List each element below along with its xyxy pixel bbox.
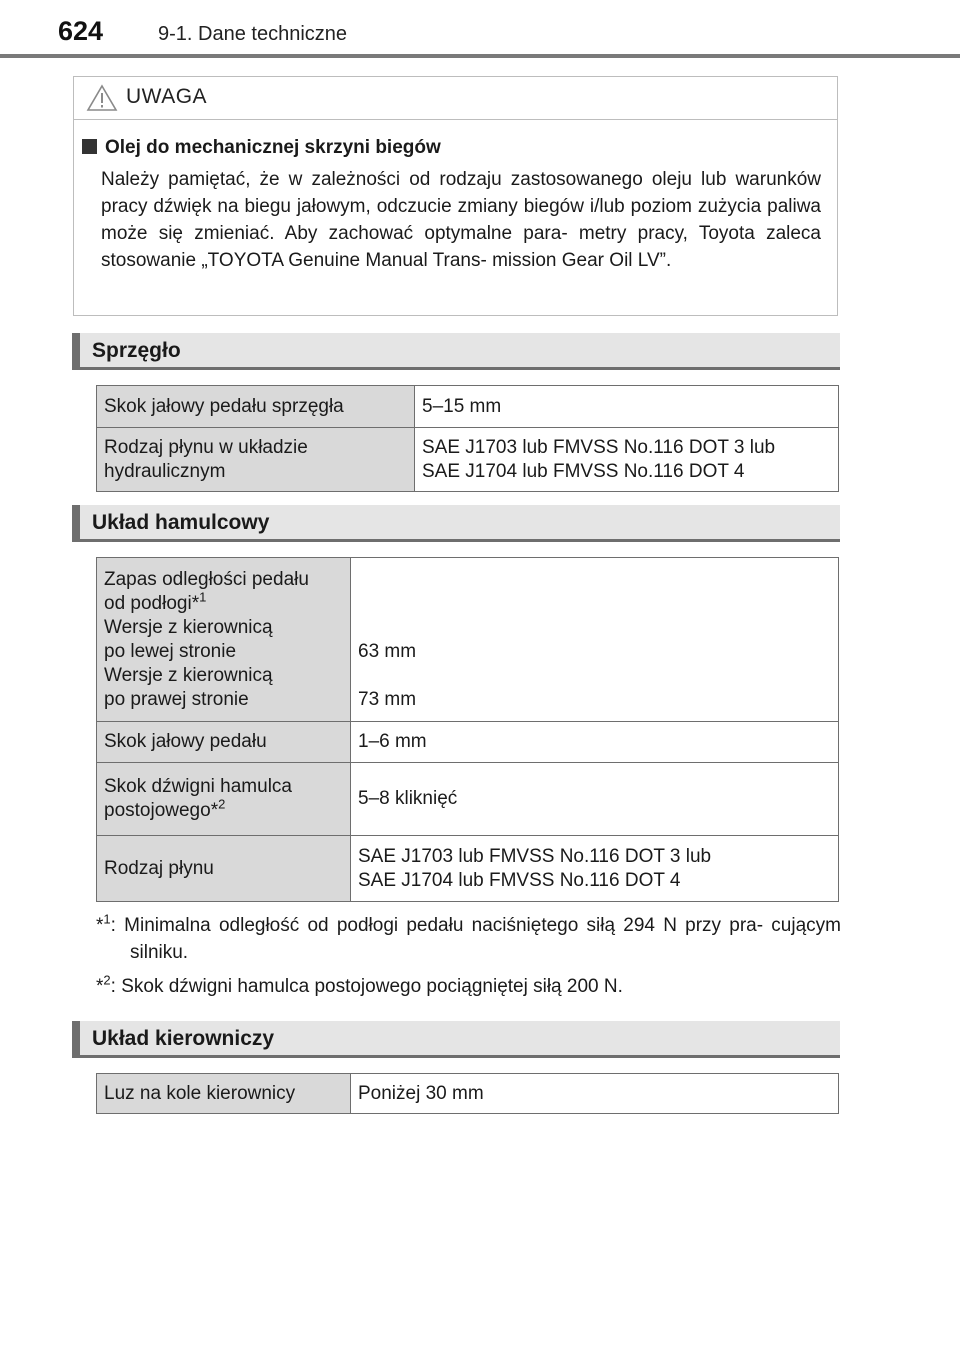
spec-value-line: SAE J1703 lub FMVSS No.116 DOT 3 lub <box>422 436 776 458</box>
footnote-1 <box>96 912 841 966</box>
section-brakes <box>72 505 840 542</box>
table-row <box>97 763 839 836</box>
spec-value-line: SAE J1704 lub FMVSS No.116 DOT 4 <box>422 460 745 482</box>
footnote-number: 1 <box>103 911 111 927</box>
spec-value-line: SAE J1703 lub FMVSS No.116 DOT 3 lub <box>358 845 712 867</box>
section-title: Sprzęgło <box>92 339 181 362</box>
spec-value <box>415 428 839 492</box>
footnote-mark: * <box>96 915 104 936</box>
spec-value-lhd: 63 mm <box>358 641 417 662</box>
table-row <box>97 386 839 428</box>
spec-label-line: Wersje z kierownicą <box>104 617 273 638</box>
spec-label: Luz na kole kierownicy <box>97 1074 351 1114</box>
spec-label-line: hydraulicznym <box>104 460 226 482</box>
spec-value-rhd: 73 mm <box>358 689 417 710</box>
spec-label <box>97 763 351 836</box>
spec-label-line <box>104 796 343 823</box>
label-text: od podłogi* <box>104 593 200 614</box>
caution-subheading <box>82 137 441 159</box>
spec-value: Poniżej 30 mm <box>351 1074 839 1114</box>
footnote-ref: 1 <box>199 589 207 605</box>
section-clutch <box>72 333 840 370</box>
spec-label-line: Zapas odległości pedału <box>104 569 309 590</box>
footnote-mark: * <box>96 976 104 997</box>
brakes-table <box>96 557 839 902</box>
warning-triangle-icon <box>86 84 118 112</box>
page-header <box>0 0 960 60</box>
spec-value: 1–6 mm <box>351 722 839 763</box>
spec-label-line: po lewej stronie <box>104 641 237 662</box>
spec-label-line: Wersje z kierownicą <box>104 665 273 686</box>
spec-value-line: SAE J1704 lub FMVSS No.116 DOT 4 <box>358 869 681 891</box>
spec-label: Skok jałowy pedału sprzęgła <box>97 386 415 428</box>
footnote-text: : Skok dźwigni hamulca postojowego pociągniętej siłą 200 N. <box>110 976 623 997</box>
section-title: Układ kierowniczy <box>92 1027 275 1050</box>
table-row <box>97 428 839 492</box>
caution-body: Należy pamiętać, że w zależności od rodzaju zastosowanego oleju lub warunków pracy dźwięk na biegu jałowym, odczucie zmiany biegów i/lub poziom zużycia paliwa może się zmieniać. Aby zachować optymalne para- metry pracy, Toyota zaleca stosowanie „TOYOTA Genuine Manual Trans- mission Gear Oil LV”. <box>101 169 821 271</box>
spec-value: 5–15 mm <box>415 386 839 428</box>
spec-label-line: Rodzaj płynu w układzie <box>104 436 308 458</box>
footnote-ref: 2 <box>218 796 226 812</box>
section-steering <box>72 1021 840 1058</box>
clutch-table <box>96 385 839 492</box>
spec-label <box>97 558 351 722</box>
spec-label: Skok jałowy pedału <box>97 722 351 763</box>
footnote-number: 2 <box>103 972 111 988</box>
table-row <box>97 558 839 722</box>
caution-box <box>73 76 838 316</box>
spec-label-line: Skok dźwigni hamulca <box>104 776 292 797</box>
spec-value <box>351 558 839 722</box>
spec-label <box>97 428 415 492</box>
chapter-title: 9-1. Dane techniczne <box>158 23 348 45</box>
spec-value: 5–8 kliknięć <box>351 763 839 836</box>
steering-table <box>96 1073 839 1114</box>
bullet-square-icon <box>82 139 97 154</box>
label-text: postojowego* <box>104 800 219 821</box>
table-row <box>97 1074 839 1114</box>
footnote-text: : Minimalna odległość od podłogi pedału naciśniętego siłą 294 N przy pra- cującym silniku. <box>110 915 841 963</box>
caution-title: UWAGA <box>126 85 208 108</box>
section-title: Układ hamulcowy <box>92 511 270 534</box>
page-number: 624 <box>58 16 104 46</box>
caution-header <box>74 77 837 120</box>
spec-label: Rodzaj płynu <box>97 836 351 902</box>
spec-value <box>351 836 839 902</box>
header-rule <box>0 54 960 58</box>
table-row <box>97 722 839 763</box>
table-row <box>97 836 839 902</box>
footnote-2 <box>96 973 841 1000</box>
spec-label-line: po prawej stronie <box>104 689 249 710</box>
caution-subheading-text: Olej do mechanicznej skrzyni biegów <box>105 137 441 158</box>
spec-label-line <box>104 589 343 616</box>
